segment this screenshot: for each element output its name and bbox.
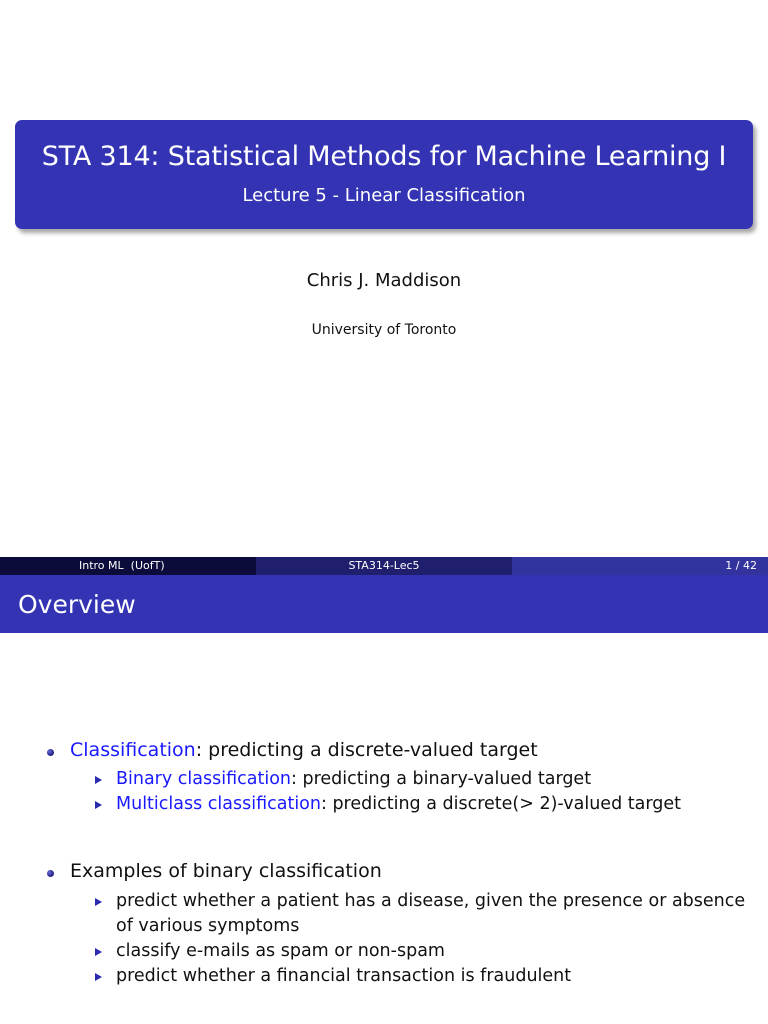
- bullet-dot-icon: [47, 870, 54, 877]
- triangle-bullet-icon: [95, 973, 102, 981]
- sub-bullet-text: predict whether a financial transaction is fraudulent: [116, 966, 572, 986]
- title-block: [15, 120, 753, 229]
- sub-bullet-term: Binary classification: [116, 769, 291, 789]
- bullet-dot-icon: [47, 749, 54, 756]
- footer-page-number: 1 / 42: [725, 559, 757, 572]
- presentation-subtitle: Lecture 5 - Linear Classification: [242, 185, 526, 206]
- overview-content: [0, 633, 768, 1024]
- sub-bullet-description: : predicting a binary-valued target: [291, 769, 592, 789]
- footer-right-segment: [512, 557, 768, 575]
- triangle-bullet-icon: [95, 898, 102, 906]
- sub-bullet-description: : predicting a discrete(> 2)-valued target: [320, 794, 681, 814]
- bullet-description: : predicting a discrete-valued target: [195, 739, 538, 761]
- presentation-title: STA 314: Statistical Methods for Machine Learning I: [41, 141, 727, 172]
- sub-bullet-text: [116, 792, 681, 817]
- sub-bullet-continuation: of various symptoms: [116, 916, 300, 936]
- footer-left-segment: [0, 557, 256, 575]
- sub-bullet-term: Multiclass classification: [116, 794, 321, 814]
- institution-name: University of Toronto: [311, 322, 457, 338]
- footer-middle-segment: [256, 557, 512, 575]
- bullet-text: Examples of binary classification: [70, 860, 382, 882]
- footer-short-title: Intro ML (UofT): [79, 559, 165, 572]
- bullet-text: [70, 737, 538, 763]
- author-name: Chris J. Maddison: [306, 270, 462, 291]
- sub-bullet-text: predict whether a patient has a disease, given the presence or absence: [116, 891, 746, 911]
- triangle-bullet-icon: [95, 776, 102, 784]
- triangle-bullet-icon: [95, 948, 102, 956]
- footer-lecture-code: STA314-Lec5: [348, 559, 420, 572]
- bullet-term: Classification: [70, 739, 196, 761]
- sub-bullet-text: [116, 767, 591, 792]
- triangle-bullet-icon: [95, 801, 102, 809]
- frame-title-bar: [0, 575, 768, 633]
- slide-footer: [0, 557, 768, 575]
- frame-title: Overview: [18, 590, 136, 619]
- sub-bullet-text: classify e-mails as spam or non-spam: [116, 941, 445, 961]
